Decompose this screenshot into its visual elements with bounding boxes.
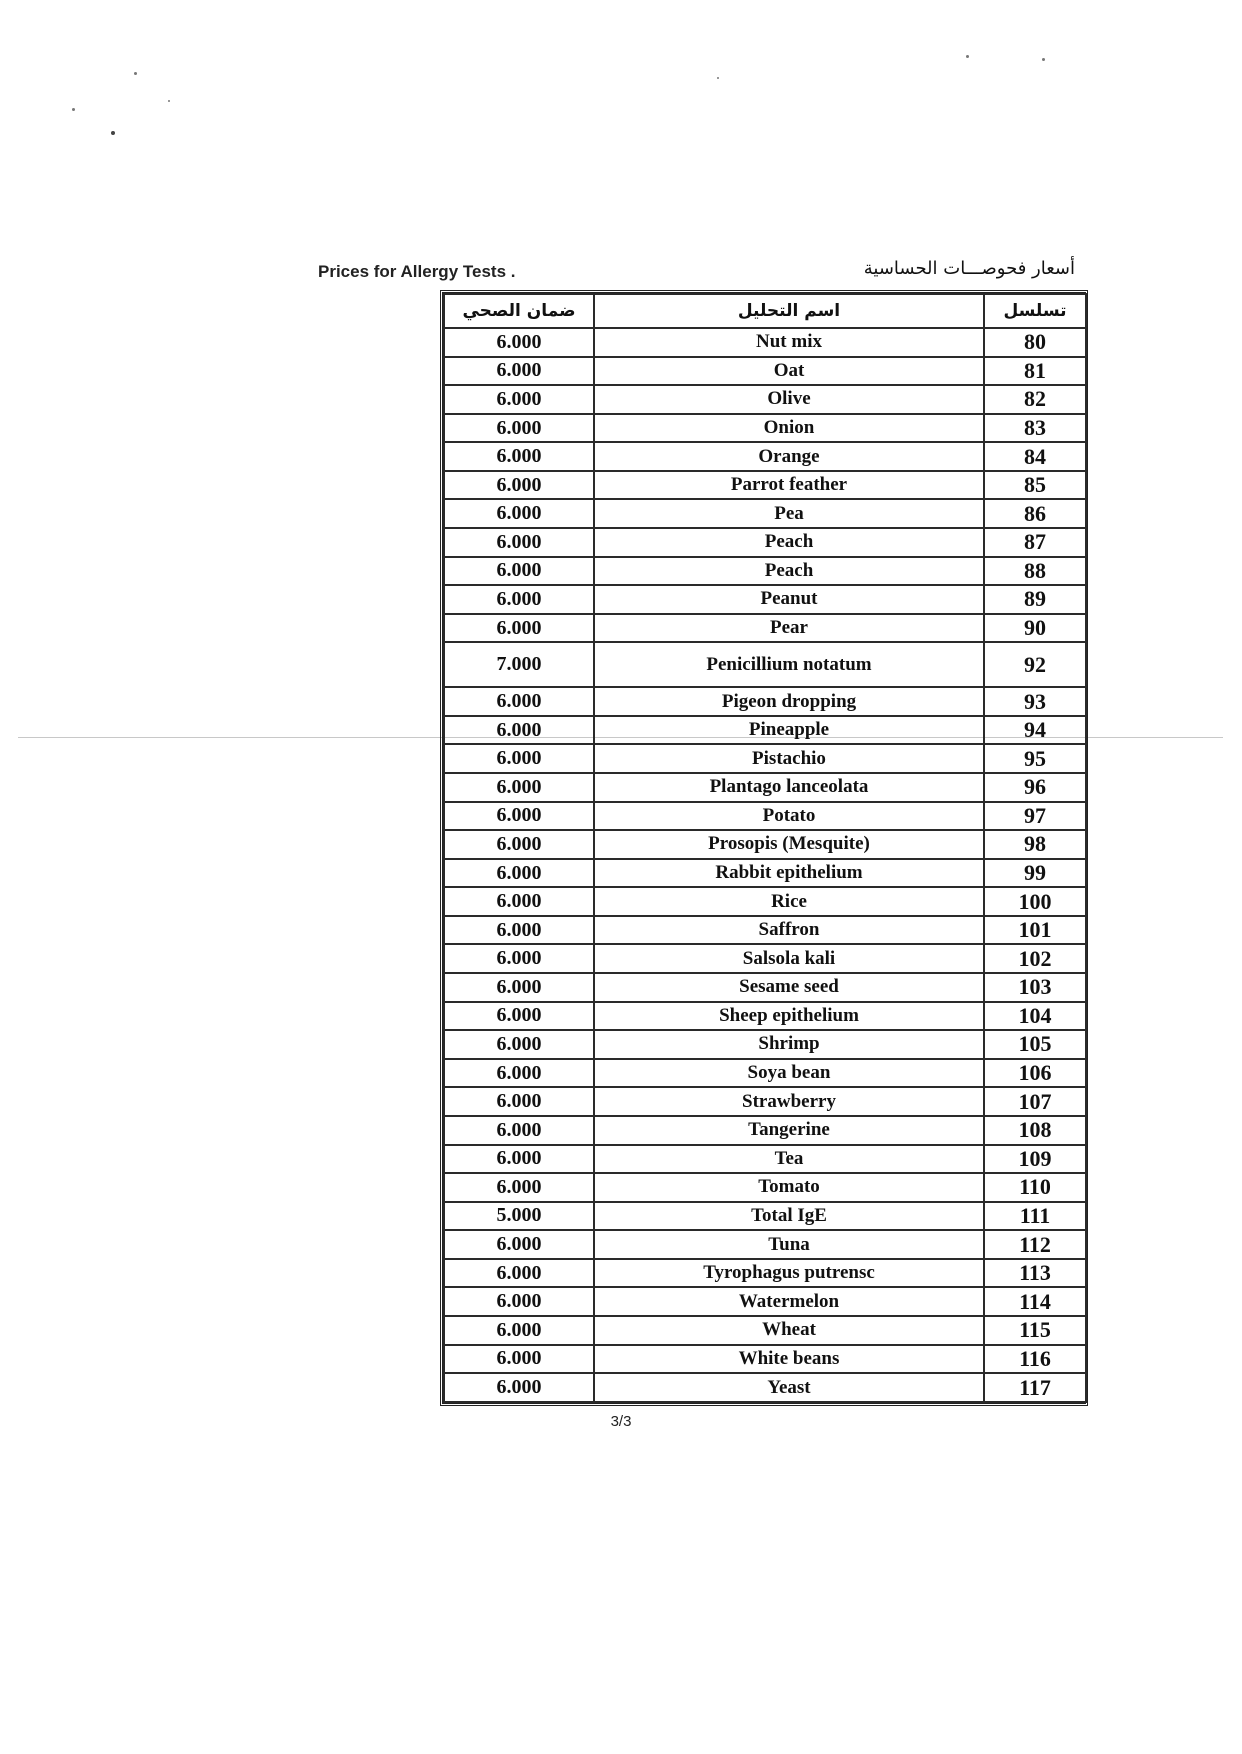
table-row [444, 830, 1086, 859]
sequence-cell: 88 [984, 557, 1086, 586]
test-name-cell: Tuna [594, 1230, 984, 1259]
price-cell: 6.000 [444, 414, 594, 443]
test-name-cell: Rabbit epithelium [594, 859, 984, 888]
table-row [444, 973, 1086, 1002]
price-cell: 6.000 [444, 357, 594, 386]
price-cell: 6.000 [444, 585, 594, 614]
test-name-cell: Shrimp [594, 1030, 984, 1059]
sequence-cell: 111 [984, 1202, 1086, 1231]
table-row [444, 1059, 1086, 1088]
sequence-cell: 97 [984, 802, 1086, 831]
test-name-cell: Yeast [594, 1373, 984, 1402]
page-number: 3/3 [610, 1413, 632, 1430]
price-cell: 6.000 [444, 773, 594, 802]
price-cell: 6.000 [444, 385, 594, 414]
table-row [444, 944, 1086, 973]
sequence-cell: 104 [984, 1002, 1086, 1031]
price-table [440, 290, 1088, 1406]
test-name-cell: Tomato [594, 1173, 984, 1202]
test-name-cell: Nut mix [594, 328, 984, 357]
price-cell: 6.000 [444, 887, 594, 916]
table-row [444, 1173, 1086, 1202]
sequence-cell: 103 [984, 973, 1086, 1002]
table-row [444, 744, 1086, 773]
test-name-cell: Rice [594, 887, 984, 916]
sequence-cell: 86 [984, 499, 1086, 528]
table-row [444, 1230, 1086, 1259]
sequence-cell: 95 [984, 744, 1086, 773]
test-name-cell: Sheep epithelium [594, 1002, 984, 1031]
table-row [444, 687, 1086, 716]
sequence-cell: 102 [984, 944, 1086, 973]
price-cell: 6.000 [444, 471, 594, 500]
test-name-cell: Tangerine [594, 1116, 984, 1145]
price-cell: 6.000 [444, 830, 594, 859]
price-cell: 6.000 [444, 802, 594, 831]
test-name-cell: Pistachio [594, 744, 984, 773]
sequence-cell: 83 [984, 414, 1086, 443]
sequence-cell: 107 [984, 1087, 1086, 1116]
table-row [444, 716, 1086, 745]
test-name-cell: Strawberry [594, 1087, 984, 1116]
sequence-cell: 89 [984, 585, 1086, 614]
table-row [444, 1345, 1086, 1374]
price-cell: 6.000 [444, 944, 594, 973]
sequence-cell: 85 [984, 471, 1086, 500]
price-cell: 6.000 [444, 687, 594, 716]
test-name-cell: Tea [594, 1145, 984, 1174]
test-name-cell: Parrot feather [594, 471, 984, 500]
sequence-cell: 84 [984, 442, 1086, 471]
table-row [444, 1116, 1086, 1145]
title-english: Prices for Allergy Tests . [318, 262, 516, 281]
sequence-cell: 117 [984, 1373, 1086, 1402]
table-row [444, 1259, 1086, 1288]
table-row [444, 1002, 1086, 1031]
table-row [444, 499, 1086, 528]
sequence-cell: 116 [984, 1345, 1086, 1374]
test-name-cell: Salsola kali [594, 944, 984, 973]
price-cell: 6.000 [444, 1145, 594, 1174]
table-row [444, 471, 1086, 500]
sequence-cell: 81 [984, 357, 1086, 386]
price-cell: 6.000 [444, 1230, 594, 1259]
test-name-cell: Pigeon dropping [594, 687, 984, 716]
price-cell: 6.000 [444, 1259, 594, 1288]
price-cell: 6.000 [444, 916, 594, 945]
sequence-cell: 94 [984, 716, 1086, 745]
price-cell: 6.000 [444, 528, 594, 557]
title-arabic: أسعار فحوصـــات الحساسية [863, 258, 1075, 279]
scan-speck [72, 108, 75, 111]
table-row [444, 385, 1086, 414]
test-name-cell: Peanut [594, 585, 984, 614]
table-row [444, 1145, 1086, 1174]
sequence-cell: 80 [984, 328, 1086, 357]
sequence-cell: 99 [984, 859, 1086, 888]
table-row [444, 414, 1086, 443]
scan-speck [111, 131, 115, 135]
table-row [444, 773, 1086, 802]
sequence-cell: 100 [984, 887, 1086, 916]
sequence-cell: 114 [984, 1287, 1086, 1316]
price-cell: 6.000 [444, 859, 594, 888]
test-name-cell: Oat [594, 357, 984, 386]
table-row [444, 887, 1086, 916]
price-cell: 6.000 [444, 1087, 594, 1116]
sequence-cell: 90 [984, 614, 1086, 643]
sequence-cell: 106 [984, 1059, 1086, 1088]
table-row [444, 557, 1086, 586]
price-cell: 6.000 [444, 1002, 594, 1031]
column-header-sequence: تسلسل [984, 294, 1086, 328]
test-name-cell: Orange [594, 442, 984, 471]
price-cell: 6.000 [444, 973, 594, 1002]
sequence-cell: 109 [984, 1145, 1086, 1174]
sequence-cell: 113 [984, 1259, 1086, 1288]
sequence-cell: 115 [984, 1316, 1086, 1345]
scan-speck [1042, 58, 1045, 61]
sequence-cell: 92 [984, 642, 1086, 687]
table-row [444, 859, 1086, 888]
test-name-cell: Olive [594, 385, 984, 414]
sequence-cell: 110 [984, 1173, 1086, 1202]
table-row [444, 1202, 1086, 1231]
test-name-cell: Total IgE [594, 1202, 984, 1231]
price-cell: 6.000 [444, 1287, 594, 1316]
scan-speck [717, 77, 719, 79]
test-name-cell: Saffron [594, 916, 984, 945]
test-name-cell: Pear [594, 614, 984, 643]
test-name-cell: White beans [594, 1345, 984, 1374]
price-cell: 6.000 [444, 1373, 594, 1402]
sequence-cell: 98 [984, 830, 1086, 859]
table-row [444, 1316, 1086, 1345]
table-row [444, 585, 1086, 614]
table-row [444, 1373, 1086, 1402]
test-name-cell: Watermelon [594, 1287, 984, 1316]
column-header-price: ضمان الصحي [444, 294, 594, 328]
price-cell: 6.000 [444, 1059, 594, 1088]
table-row [444, 802, 1086, 831]
price-cell: 5.000 [444, 1202, 594, 1231]
test-name-cell: Prosopis (Mesquite) [594, 830, 984, 859]
test-name-cell: Potato [594, 802, 984, 831]
price-cell: 6.000 [444, 442, 594, 471]
table-row [444, 642, 1086, 687]
table-row [444, 357, 1086, 386]
price-cell: 6.000 [444, 499, 594, 528]
scan-speck [134, 72, 137, 75]
column-header-test-name: اسم التحليل [594, 294, 984, 328]
test-name-cell: Plantago lanceolata [594, 773, 984, 802]
test-name-cell: Wheat [594, 1316, 984, 1345]
scan-speck [966, 55, 969, 58]
sequence-cell: 112 [984, 1230, 1086, 1259]
price-cell: 6.000 [444, 1116, 594, 1145]
scan-speck [168, 100, 170, 102]
test-name-cell: Soya bean [594, 1059, 984, 1088]
sequence-cell: 105 [984, 1030, 1086, 1059]
table-row [444, 442, 1086, 471]
table-header-row [444, 294, 1086, 328]
price-cell: 6.000 [444, 1316, 594, 1345]
sequence-cell: 87 [984, 528, 1086, 557]
price-cell: 6.000 [444, 716, 594, 745]
test-name-cell: Peach [594, 557, 984, 586]
sequence-cell: 108 [984, 1116, 1086, 1145]
table-row [444, 1287, 1086, 1316]
price-cell: 6.000 [444, 557, 594, 586]
price-cell: 6.000 [444, 614, 594, 643]
price-cell: 6.000 [444, 1030, 594, 1059]
price-cell: 6.000 [444, 328, 594, 357]
sequence-cell: 101 [984, 916, 1086, 945]
test-name-cell: Sesame seed [594, 973, 984, 1002]
table-row [444, 614, 1086, 643]
test-name-cell: Onion [594, 414, 984, 443]
table-row [444, 916, 1086, 945]
price-cell: 6.000 [444, 1345, 594, 1374]
price-cell: 6.000 [444, 1173, 594, 1202]
sequence-cell: 93 [984, 687, 1086, 716]
price-cell: 6.000 [444, 744, 594, 773]
price-cell: 7.000 [444, 642, 594, 687]
test-name-cell: Pineapple [594, 716, 984, 745]
table-row [444, 328, 1086, 357]
test-name-cell: Peach [594, 528, 984, 557]
table-row [444, 1030, 1086, 1059]
test-name-cell: Penicillium notatum [594, 642, 984, 687]
sequence-cell: 96 [984, 773, 1086, 802]
test-name-cell: Pea [594, 499, 984, 528]
table-row [444, 1087, 1086, 1116]
sequence-cell: 82 [984, 385, 1086, 414]
table-row [444, 528, 1086, 557]
test-name-cell: Tyrophagus putrensc [594, 1259, 984, 1288]
